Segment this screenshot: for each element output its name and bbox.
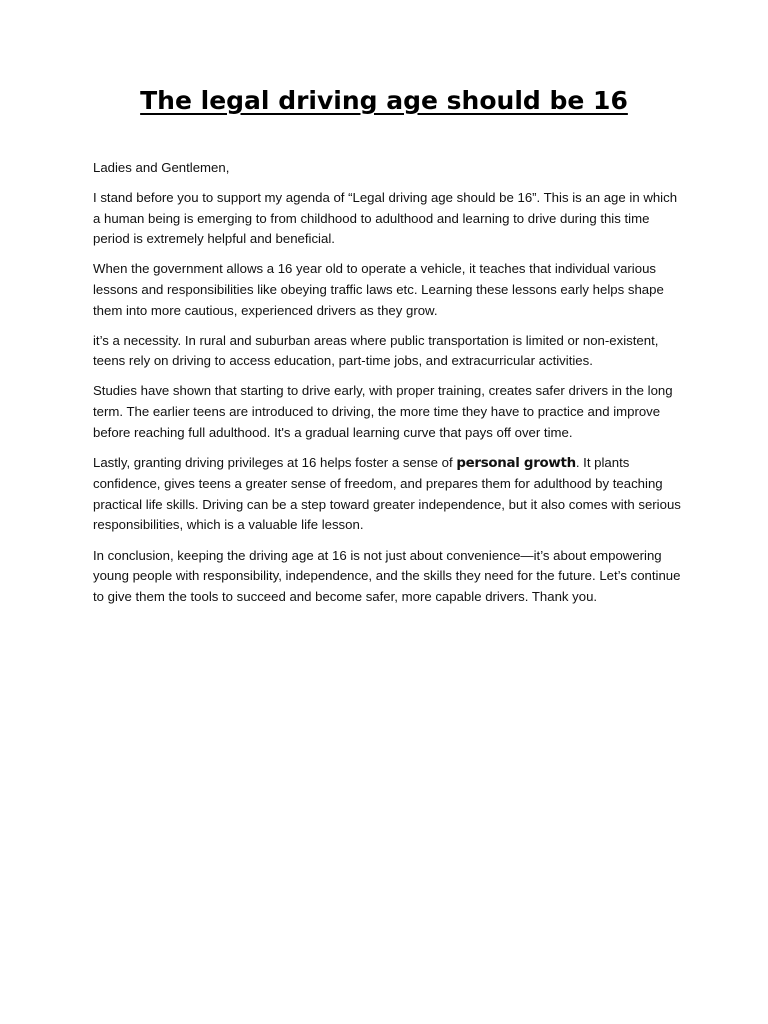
paragraph-agenda: I stand before you to support my agenda of “Legal driving age should be 16”. This is an age in which a human being is emerging to from childhood to adulthood and learning to drive during this time period is extremely helpful and beneficial. <box>93 190 678 247</box>
paragraph-studies: Studies have shown that starting to drive early, with proper training, creates safer drivers in the long term. The earlier teens are introduced to driving, the more time they have to practice and improve before reaching full adulthood. It's a gradual learning curve that pays off over time. <box>93 383 673 440</box>
paragraph-responsibilities: When the government allows a 16 year old to operate a vehicle, it teaches that individual various lessons and responsibilities like obeying traffic laws etc. Learning these lessons early helps shape them into more cautious, experienced drivers as they grow. <box>93 261 664 318</box>
salutation: Ladies and Gentlemen, <box>93 160 230 175</box>
paragraph-necessity: it’s a necessity. In rural and suburban areas where public transportation is limited or non-existent, teens rely on driving to access education, part-time jobs, and extracurricular activities. <box>93 332 659 369</box>
growth-text-after: . It plants confidence, gives teens a greater sense of freedom, and prepares them for adulthood by teaching practical life skills. Driving can be a step toward greater independence, but it also comes with serious responsibilities, which is a valuable life lesson. <box>93 454 681 533</box>
document-body <box>93 158 683 617</box>
document-title: The legal driving age should be 16 <box>140 86 628 115</box>
growth-emphasis: personal growth <box>456 455 576 471</box>
growth-text-before: Lastly, granting driving privileges at 16 helps foster a sense of <box>93 454 457 470</box>
paragraph-conclusion: In conclusion, keeping the driving age at 16 is not just about convenience—it’s about empowering young people with responsibility, independence, and the skills they need for the future. Let’s continue to give them the tools to succeed and become safer, more capable drivers. Thank you. <box>93 547 681 604</box>
paragraph-personal-growth <box>93 453 683 536</box>
